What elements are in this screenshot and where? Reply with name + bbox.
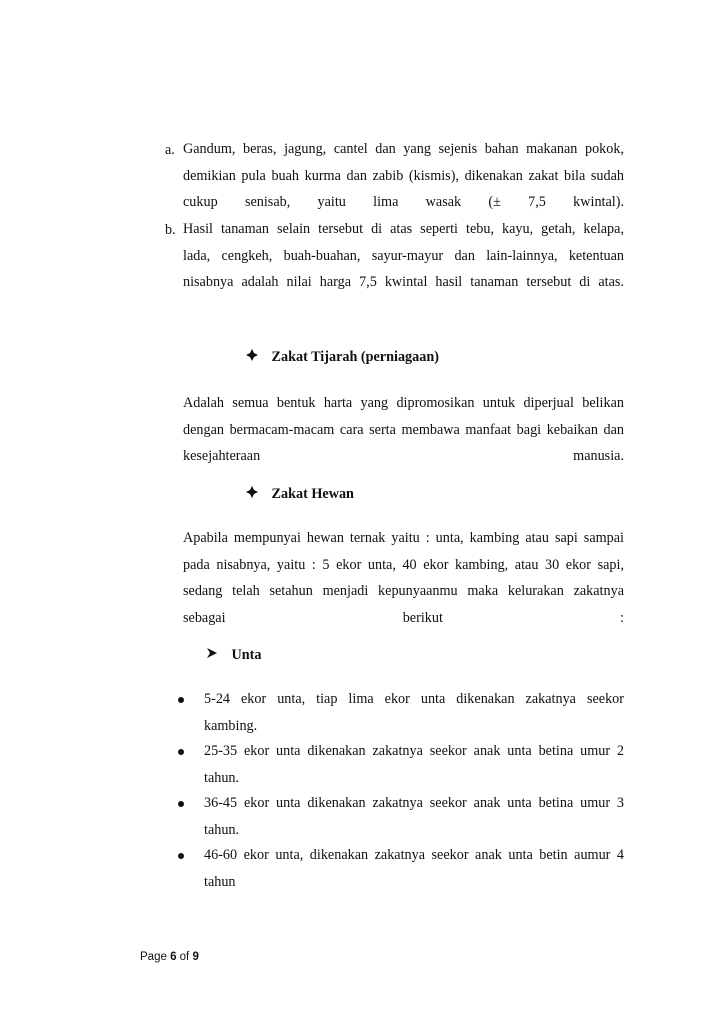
footer-prefix: Page	[140, 951, 171, 963]
heading-unta	[206, 647, 262, 664]
text-line: kesejahteraan manusia.	[183, 448, 624, 464]
text-line: tahun	[204, 873, 236, 890]
list-marker-a: a.	[165, 142, 175, 158]
text-line: cukup senisab, yaitu lima wasak (± 7,5 kwintal).	[183, 194, 624, 210]
dot-bullet-icon	[178, 801, 184, 807]
text-line: 25-35 ekor unta dikenakan zakatnya seekor anak unta betina umur 2	[204, 743, 624, 759]
text-line: Hasil tanaman selain tersebut di atas seperti tebu, kayu, getah, kelapa,	[183, 221, 624, 237]
dot-bullet-icon	[178, 697, 184, 703]
dot-bullet-icon	[178, 853, 184, 859]
text-line: tahun.	[204, 769, 240, 786]
unta-bullet-1	[204, 686, 624, 739]
heading-zakat-tijarah	[246, 349, 439, 366]
heading-text: Unta	[231, 647, 262, 663]
text-line: Adalah semua bentuk harta yang dipromosikan untuk diperjual belikan	[183, 395, 624, 411]
text-line: lada, cengkeh, buah-buahan, sayur-mayur dan lain-lainnya, ketentuan	[183, 247, 624, 264]
heading-text: Zakat Tijarah (perniagaan)	[271, 349, 439, 365]
text-line: Apabila mempunyai hewan ternak yaitu : unta, kambing atau sapi sampai	[183, 530, 624, 546]
text-line: pada nisabnya, yaitu : 5 ekor unta, 40 ekor kambing, atau 30 ekor sapi,	[183, 556, 624, 573]
heading-text: Zakat Hewan	[271, 486, 354, 502]
footer-current-page: 6	[170, 951, 177, 963]
hewan-paragraph	[183, 525, 624, 631]
text-line: Gandum, beras, jagung, cantel dan yang sejenis bahan makanan pokok,	[183, 141, 624, 157]
tijarah-paragraph	[183, 390, 624, 470]
text-line: sebagai berikut :	[183, 609, 624, 626]
list-item-b-text	[183, 216, 624, 296]
unta-bullet-2	[204, 738, 624, 791]
unta-bullet-4	[204, 842, 624, 895]
text-line: kambing.	[204, 717, 258, 734]
list-marker-b: b.	[165, 222, 176, 238]
text-line: tahun.	[204, 821, 240, 838]
footer-total-pages: 9	[192, 951, 199, 963]
text-line: dengan bermacam-macam cara serta membawa manfaat bagi kebaikan dan	[183, 421, 624, 438]
heading-zakat-hewan	[246, 486, 354, 503]
text-line: 5-24 ekor unta, tiap lima ekor unta dikenakan zakatnya seekor	[204, 691, 624, 707]
footer-middle: of	[176, 951, 193, 963]
text-line: 46-60 ekor unta, dikenakan zakatnya seekor anak unta betin aumur 4	[204, 847, 624, 863]
diamond-bullet-icon	[246, 349, 262, 366]
text-line: nisabnya adalah nilai harga 7,5 kwintal hasil tanaman tersebut di atas.	[183, 274, 624, 290]
arrow-bullet-icon	[206, 647, 222, 664]
list-item-a-text	[183, 136, 624, 216]
text-line: 36-45 ekor unta dikenakan zakatnya seekor anak unta betina umur 3	[204, 795, 624, 811]
page-footer	[140, 951, 199, 963]
text-line: sedang telah setahun menjadi kepunyaanmu maka kelurakan zakatnya	[183, 583, 624, 599]
dot-bullet-icon	[178, 749, 184, 755]
text-line: demikian pula buah kurma dan zabib (kismis), dikenakan zakat bila sudah	[183, 167, 624, 184]
unta-bullet-3	[204, 790, 624, 843]
diamond-bullet-icon	[246, 486, 262, 503]
